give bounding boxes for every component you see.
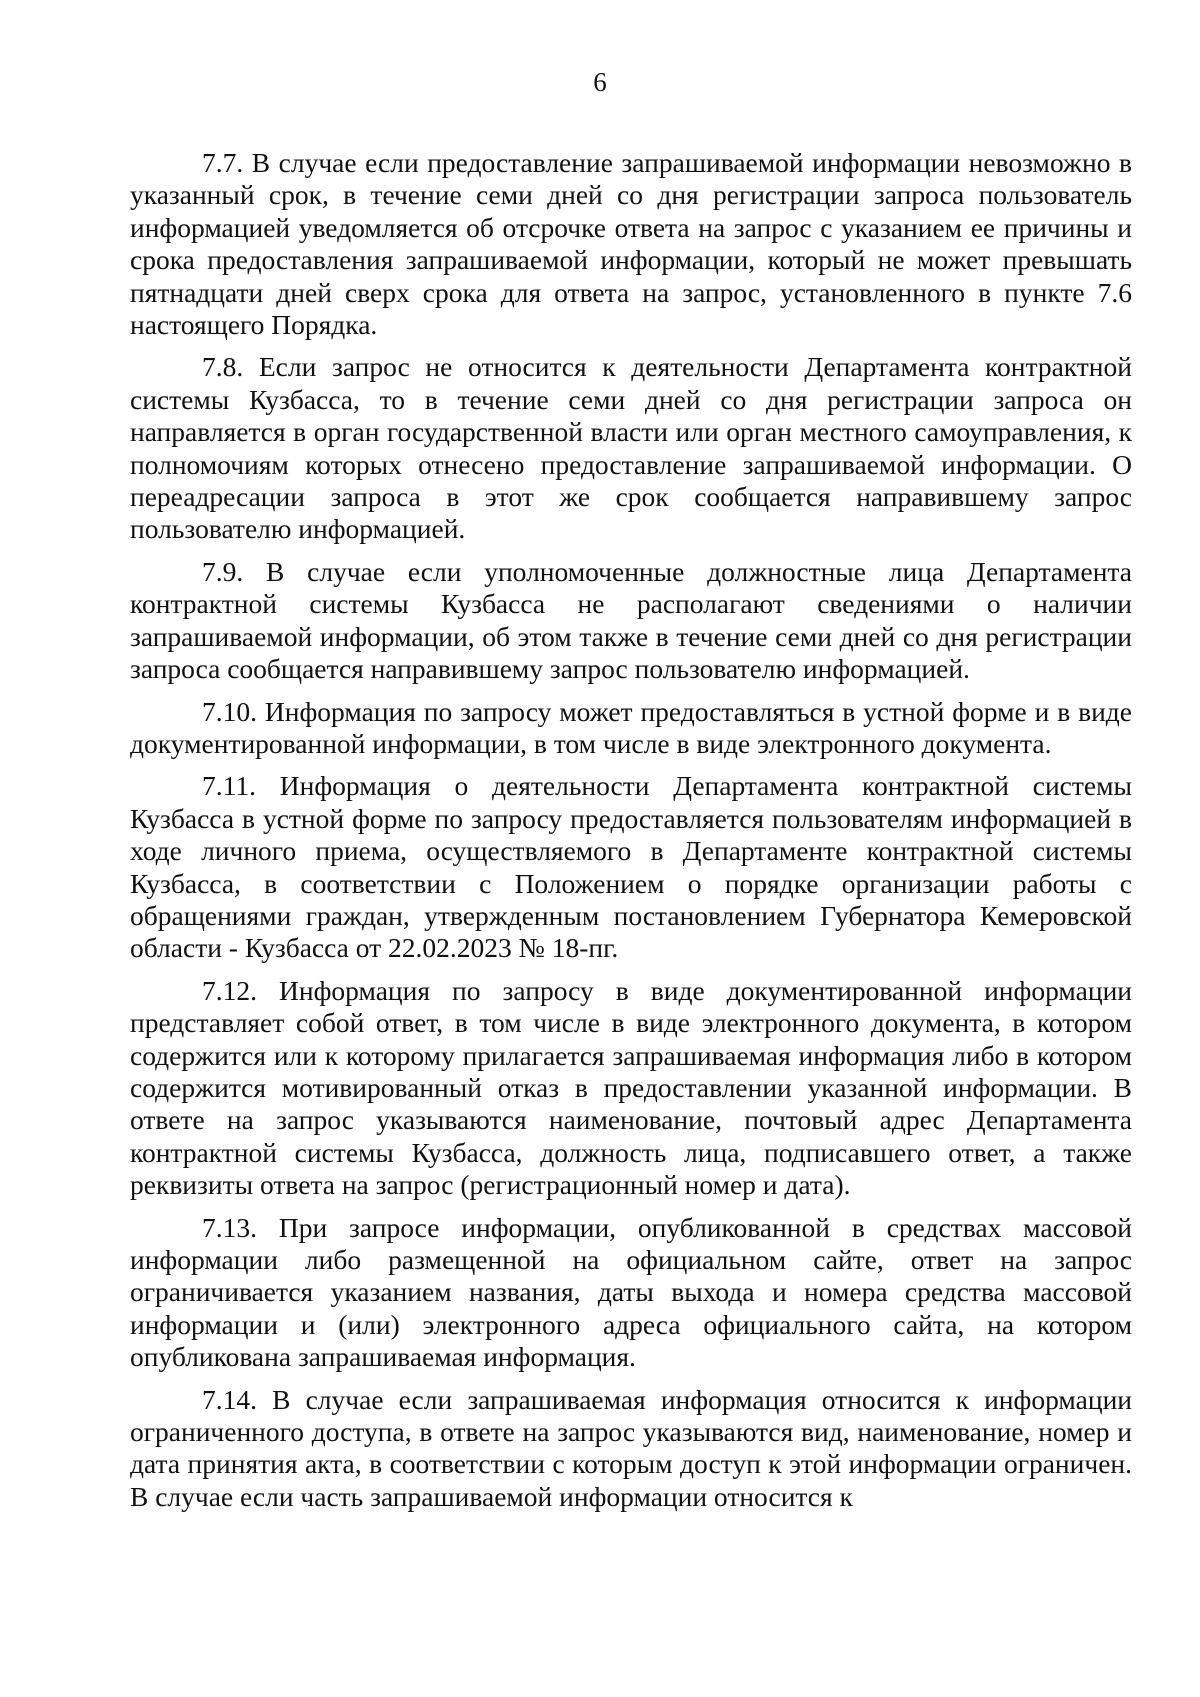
paragraph-7-12: 7.12. Информация по запросу в виде документированной информации представляет собой ответ, в том числе в виде электронного документа, в котором содержится или к которому прилагается запрашиваемая информация либо в котором содержится мотивированный отказ в предоставлении указанной информации. В ответе на запрос указываются наименование, почтовый адрес Департамента контрактной системы Кузбасса, должность лица, подписавшего ответ, а также реквизиты ответа на запрос (регистрационный номер и дата).	[130, 974, 1132, 1201]
page-number: 6	[593, 67, 607, 97]
paragraph-7-11: 7.11. Информация о деятельности Департамента контрактной системы Кузбасса в устной форме по запросу предоставляется пользователям информацией в ходе личного приема, осуществляемого в Департаменте контрактной системы Кузбасса, в соответствии с Положением о порядке организации работы с обращениями граждан, утвержденным постановлением Губернатора Кемеровской области - Кузбасса от 22.02.2023 № 18-пг.	[130, 770, 1132, 964]
paragraph-7-13: 7.13. При запросе информации, опубликованной в средствах массовой информации либо размещенной на официальном сайте, ответ на запрос ограничивается указанием названия, даты выхода и номера средства массовой информации и (или) электронного адреса официального сайта, на котором опубликована запрашиваемая информация.	[130, 1211, 1132, 1373]
paragraph-7-10: 7.10. Информация по запросу может предоставляться в устной форме и в виде документированной информации, в том числе в виде электронного документа.	[130, 695, 1132, 759]
paragraph-7-14: 7.14. В случае если запрашиваемая информация относится к информации ограниченного доступа, в ответе на запрос указываются вид, наименование, номер и дата принятия акта, в соответствии с которым доступ к этой информации ограничен. В случае если часть запрашиваемой информации относится к	[130, 1383, 1132, 1512]
paragraph-7-9: 7.9. В случае если уполномоченные должностные лица Департамента контрактной системы Кузбасса не располагают сведениями о наличии запрашиваемой информации, об этом также в течение семи дней со дня регистрации запроса сообщается направившему запрос пользователю информацией.	[130, 555, 1132, 685]
paragraph-7-7: 7.7. В случае если предоставление запрашиваемой информации невозможно в указанный срок, в течение семи дней со дня регистрации запроса пользователь информацией уведомляется об отсрочке ответа на запрос с указанием ее причины и срока предоставления запрашиваемой информации, который не может превышать пятнадцати дней сверх срока для ответа на запрос, установленного в пункте 7.6 настоящего Порядка.	[130, 147, 1132, 341]
paragraph-7-8: 7.8. Если запрос не относится к деятельности Департамента контрактной системы Кузбасса, то в течение семи дней со дня регистрации запроса он направляется в орган государственной власти или орган местного самоуправления, к полномочиям которых отнесено предоставление запрашиваемой информации. О переадресации запроса в этот же срок сообщается направившему запрос пользователю информацией.	[130, 351, 1132, 545]
document-body	[130, 147, 1132, 1523]
